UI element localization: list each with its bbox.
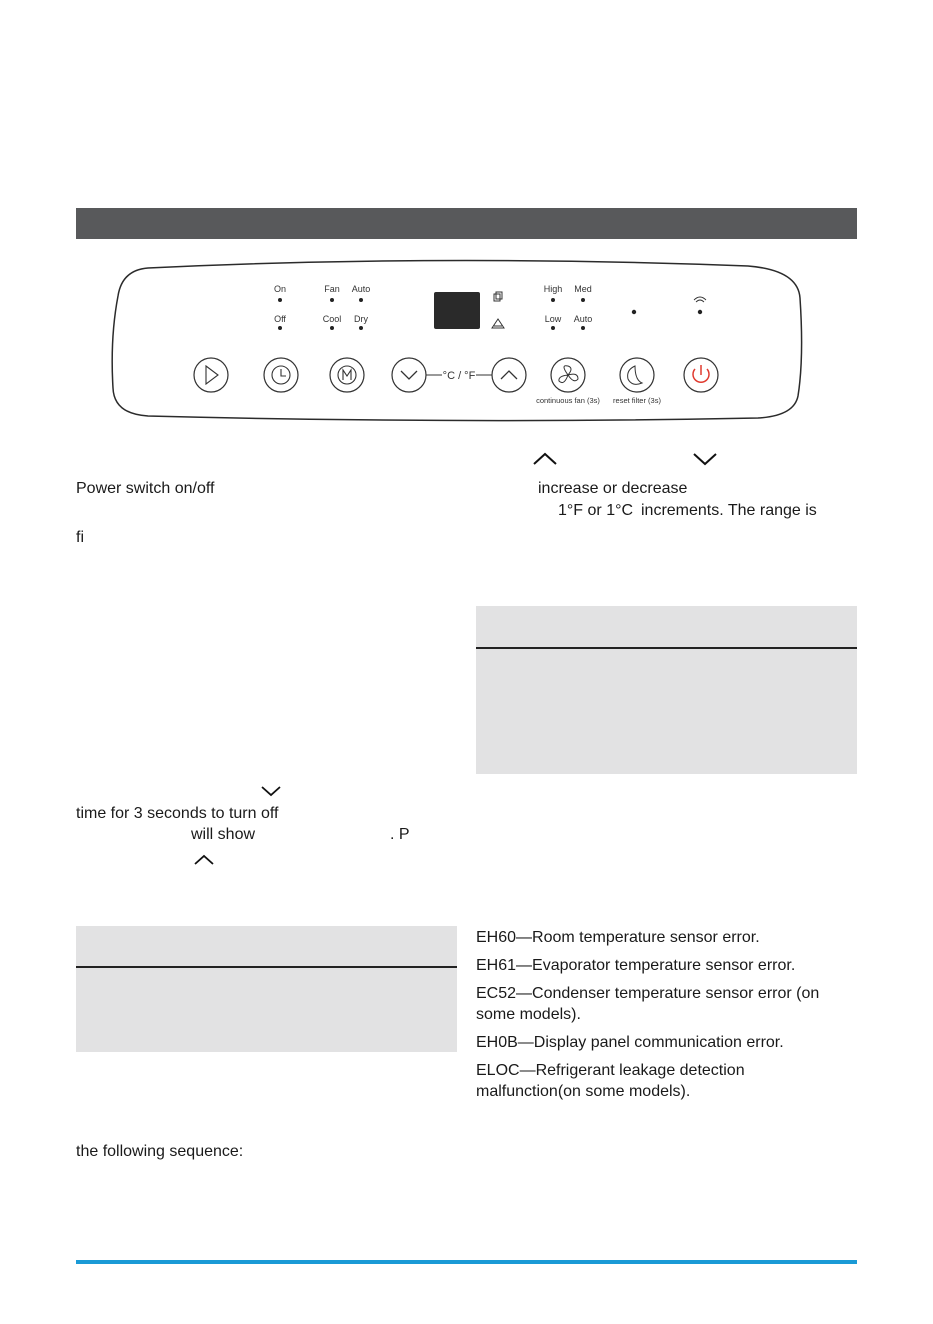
temp-unit-label: °C / °F	[442, 370, 476, 382]
indicator-label-high: High	[543, 284, 563, 294]
indicator-dot-high	[551, 298, 555, 302]
increase-decrease-text: increase or decrease	[538, 480, 688, 497]
fi-fragment: fi	[76, 529, 84, 546]
indicator-label-on: On	[273, 284, 287, 294]
indicator-dot-cool	[330, 326, 334, 330]
indicator-dot-on	[278, 298, 282, 302]
indicator-dot-auto-speed	[581, 326, 585, 330]
indicator-dot-off	[278, 326, 282, 330]
turn-off-text: time for 3 seconds to turn off	[76, 805, 279, 822]
indicator-dot-low	[551, 326, 555, 330]
p-fragment: . P	[390, 826, 410, 843]
chevron-up-icon	[533, 452, 557, 466]
indicator-label-cool: Cool	[322, 314, 342, 324]
power-button	[684, 358, 718, 392]
error-code-item: EH0B—Display panel communication error.	[476, 1034, 784, 1051]
indicator-label-auto-mode: Auto	[351, 284, 371, 294]
indicator-label-dry: Dry	[354, 314, 368, 324]
chevron-up-icon	[194, 854, 214, 866]
note-box-left	[76, 926, 457, 1052]
note-box-left-rule	[76, 966, 457, 968]
lcd-display	[434, 292, 480, 329]
indicator-dot-filter	[632, 310, 636, 314]
chevron-down-icon	[693, 452, 717, 466]
error-code-item: EH60—Room temperature sensor error.	[476, 929, 760, 946]
continuous-fan-caption: continuous fan (3s)	[536, 396, 600, 405]
temp-down-button	[392, 358, 426, 392]
swing-button	[194, 358, 228, 392]
indicator-dot-wifi	[698, 310, 702, 314]
note-box-right-rule	[476, 647, 857, 649]
increments-range-text: increments. The range is	[641, 502, 817, 519]
indicator-label-off: Off	[274, 314, 286, 324]
power-switch-text: Power switch on/off	[76, 480, 215, 497]
indicator-dot-fan	[330, 298, 334, 302]
timer-button	[264, 358, 298, 392]
indicator-dot-med	[581, 298, 585, 302]
fan-button	[551, 358, 585, 392]
error-code-list	[476, 927, 857, 1102]
sleep-button	[620, 358, 654, 392]
indicator-label-med: Med	[574, 284, 592, 294]
indicator-label-auto-speed: Auto	[573, 314, 593, 324]
indicator-dot-auto-mode	[359, 298, 363, 302]
control-panel-illustration	[108, 258, 808, 428]
temp-up-button	[492, 358, 526, 392]
note-box-right	[476, 606, 857, 774]
error-code-item: EH61—Evaporator temperature sensor error.	[476, 957, 796, 974]
indicator-label-low: Low	[544, 314, 562, 324]
sequence-text: the following sequence:	[76, 1143, 244, 1160]
increments-unit-text: 1°F or 1°C	[558, 502, 634, 519]
mode-button	[330, 358, 364, 392]
chevron-down-icon	[261, 785, 281, 797]
reset-filter-caption: reset filter (3s)	[613, 396, 661, 405]
error-code-item: ELOC—Refrigerant leakage detection malfunction(on some models).	[476, 1062, 745, 1100]
error-code-item: EC52—Condenser temperature sensor error (on some models).	[476, 985, 820, 1023]
indicator-label-fan: Fan	[324, 284, 340, 294]
footer-rule	[76, 1260, 857, 1264]
will-show-text: will show	[191, 826, 256, 843]
section-header-bar	[76, 208, 857, 239]
indicator-dot-dry	[359, 326, 363, 330]
